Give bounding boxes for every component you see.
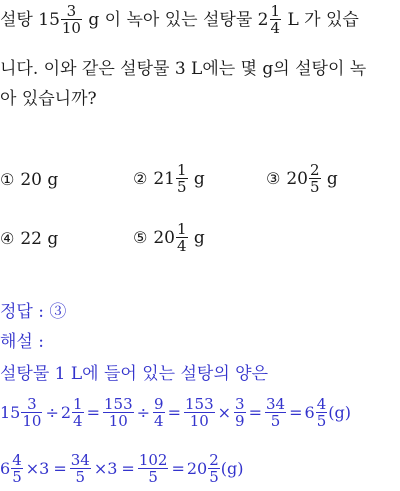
mixed-whole: 2 xyxy=(257,10,269,30)
multiply-operator: ×3 xyxy=(93,459,118,478)
denominator: 10 xyxy=(108,412,128,430)
denominator: 4 xyxy=(73,412,83,430)
mixed-whole: 15 xyxy=(0,403,21,422)
mixed-whole: 6 xyxy=(0,459,11,478)
multiply-operator: ×3 xyxy=(25,459,50,478)
question-line-2: 니다. 이와 같은 설탕물 3 L에는 몇 g의 설탕이 녹 xyxy=(0,59,367,79)
fraction xyxy=(234,396,246,429)
mixed-whole: 20 xyxy=(286,169,308,189)
numerator: 102 xyxy=(138,451,168,469)
choice-5[interactable] xyxy=(133,222,205,255)
unit: (g) xyxy=(220,459,244,478)
fraction xyxy=(61,3,82,36)
equals: = xyxy=(53,459,67,478)
choice-2[interactable] xyxy=(133,163,205,196)
choice-unit: g xyxy=(188,169,205,189)
fraction xyxy=(70,452,91,485)
divide-operator: ÷ xyxy=(45,403,59,422)
fraction xyxy=(11,452,23,485)
fraction xyxy=(316,396,328,429)
numerator: 4 xyxy=(316,395,327,413)
denominator: 9 xyxy=(235,412,245,430)
denominator: 4 xyxy=(154,412,164,430)
divide-operator: ÷ xyxy=(136,403,151,422)
numerator: 1 xyxy=(176,161,187,179)
fraction xyxy=(72,396,84,429)
equation-2 xyxy=(0,453,244,486)
fraction xyxy=(153,396,165,429)
question-line-3: 아 있습니까? xyxy=(0,89,97,109)
choice-marker: ④ xyxy=(0,229,15,248)
choice-unit: g xyxy=(321,169,338,189)
choice-unit: g xyxy=(188,228,205,248)
numerator: 2 xyxy=(209,451,219,469)
fraction xyxy=(184,396,215,429)
choice-3[interactable] xyxy=(266,163,338,196)
denominator: 5 xyxy=(270,412,281,430)
choice-marker: ① xyxy=(0,170,15,189)
equals: = xyxy=(86,403,100,422)
question-text-c: L 가 있습 xyxy=(282,10,359,30)
choice-text: 22 g xyxy=(20,229,59,249)
explanation-text: 설탕물 1 L에 들어 있는 설탕의 양은 xyxy=(0,364,269,384)
numerator: 34 xyxy=(266,395,286,413)
fraction xyxy=(208,452,220,485)
choice-marker: ② xyxy=(133,169,148,188)
numerator: 1 xyxy=(176,220,187,238)
choice-marker: ⑤ xyxy=(133,228,148,247)
numerator: 34 xyxy=(70,451,90,469)
fraction xyxy=(138,452,169,485)
choice-4[interactable] xyxy=(0,229,58,249)
numerator: 9 xyxy=(154,395,164,413)
denominator: 10 xyxy=(22,412,42,430)
denominator: 4 xyxy=(270,19,281,37)
numerator: 2 xyxy=(309,161,320,179)
equals: = xyxy=(121,459,135,478)
denominator: 5 xyxy=(12,468,22,486)
mixed-whole: 20 xyxy=(186,459,208,478)
denominator: 5 xyxy=(176,178,187,196)
equation-1 xyxy=(0,397,351,430)
fraction xyxy=(176,162,188,195)
equals: = xyxy=(248,403,262,422)
denominator: 10 xyxy=(189,412,209,430)
mixed-whole: 2 xyxy=(60,403,72,422)
question-text-b: g 이 녹아 있는 설탕물 xyxy=(82,10,258,30)
numerator: 3 xyxy=(61,3,82,20)
denominator: 5 xyxy=(209,468,219,486)
choice-text: 20 g xyxy=(20,170,59,190)
equals: = xyxy=(289,403,303,422)
question-text-a: 설탕 xyxy=(0,10,39,30)
numerator: 1 xyxy=(270,2,281,20)
denominator: 4 xyxy=(176,237,187,255)
fraction xyxy=(21,396,42,429)
denominator: 5 xyxy=(316,412,327,430)
denominator: 10 xyxy=(61,19,81,37)
multiply-operator: × xyxy=(217,403,232,422)
numerator: 4 xyxy=(12,451,22,469)
numerator: 1 xyxy=(73,395,83,413)
fraction xyxy=(176,221,188,254)
denominator: 5 xyxy=(309,178,320,196)
mixed-whole: 6 xyxy=(304,403,315,422)
question-line-1 xyxy=(0,4,359,37)
fraction xyxy=(103,396,134,429)
choice-1[interactable] xyxy=(0,170,58,190)
denominator: 5 xyxy=(75,468,86,486)
mixed-whole: 15 xyxy=(38,10,60,30)
denominator: 5 xyxy=(148,468,158,486)
answer-label: 정답 : ③ xyxy=(0,302,67,322)
explanation-label: 해설 : xyxy=(0,332,44,352)
mixed-whole: 21 xyxy=(153,169,175,189)
choice-marker: ③ xyxy=(266,169,281,188)
numerator: 153 xyxy=(104,395,133,413)
numerator: 153 xyxy=(185,395,214,413)
fraction xyxy=(270,3,282,36)
unit: (g) xyxy=(328,403,351,422)
numerator: 3 xyxy=(235,395,245,413)
fraction xyxy=(265,396,286,429)
numerator: 3 xyxy=(21,396,42,413)
fraction xyxy=(309,162,321,195)
equals: = xyxy=(167,403,181,422)
mixed-whole: 20 xyxy=(153,228,175,248)
equals: = xyxy=(171,459,185,478)
